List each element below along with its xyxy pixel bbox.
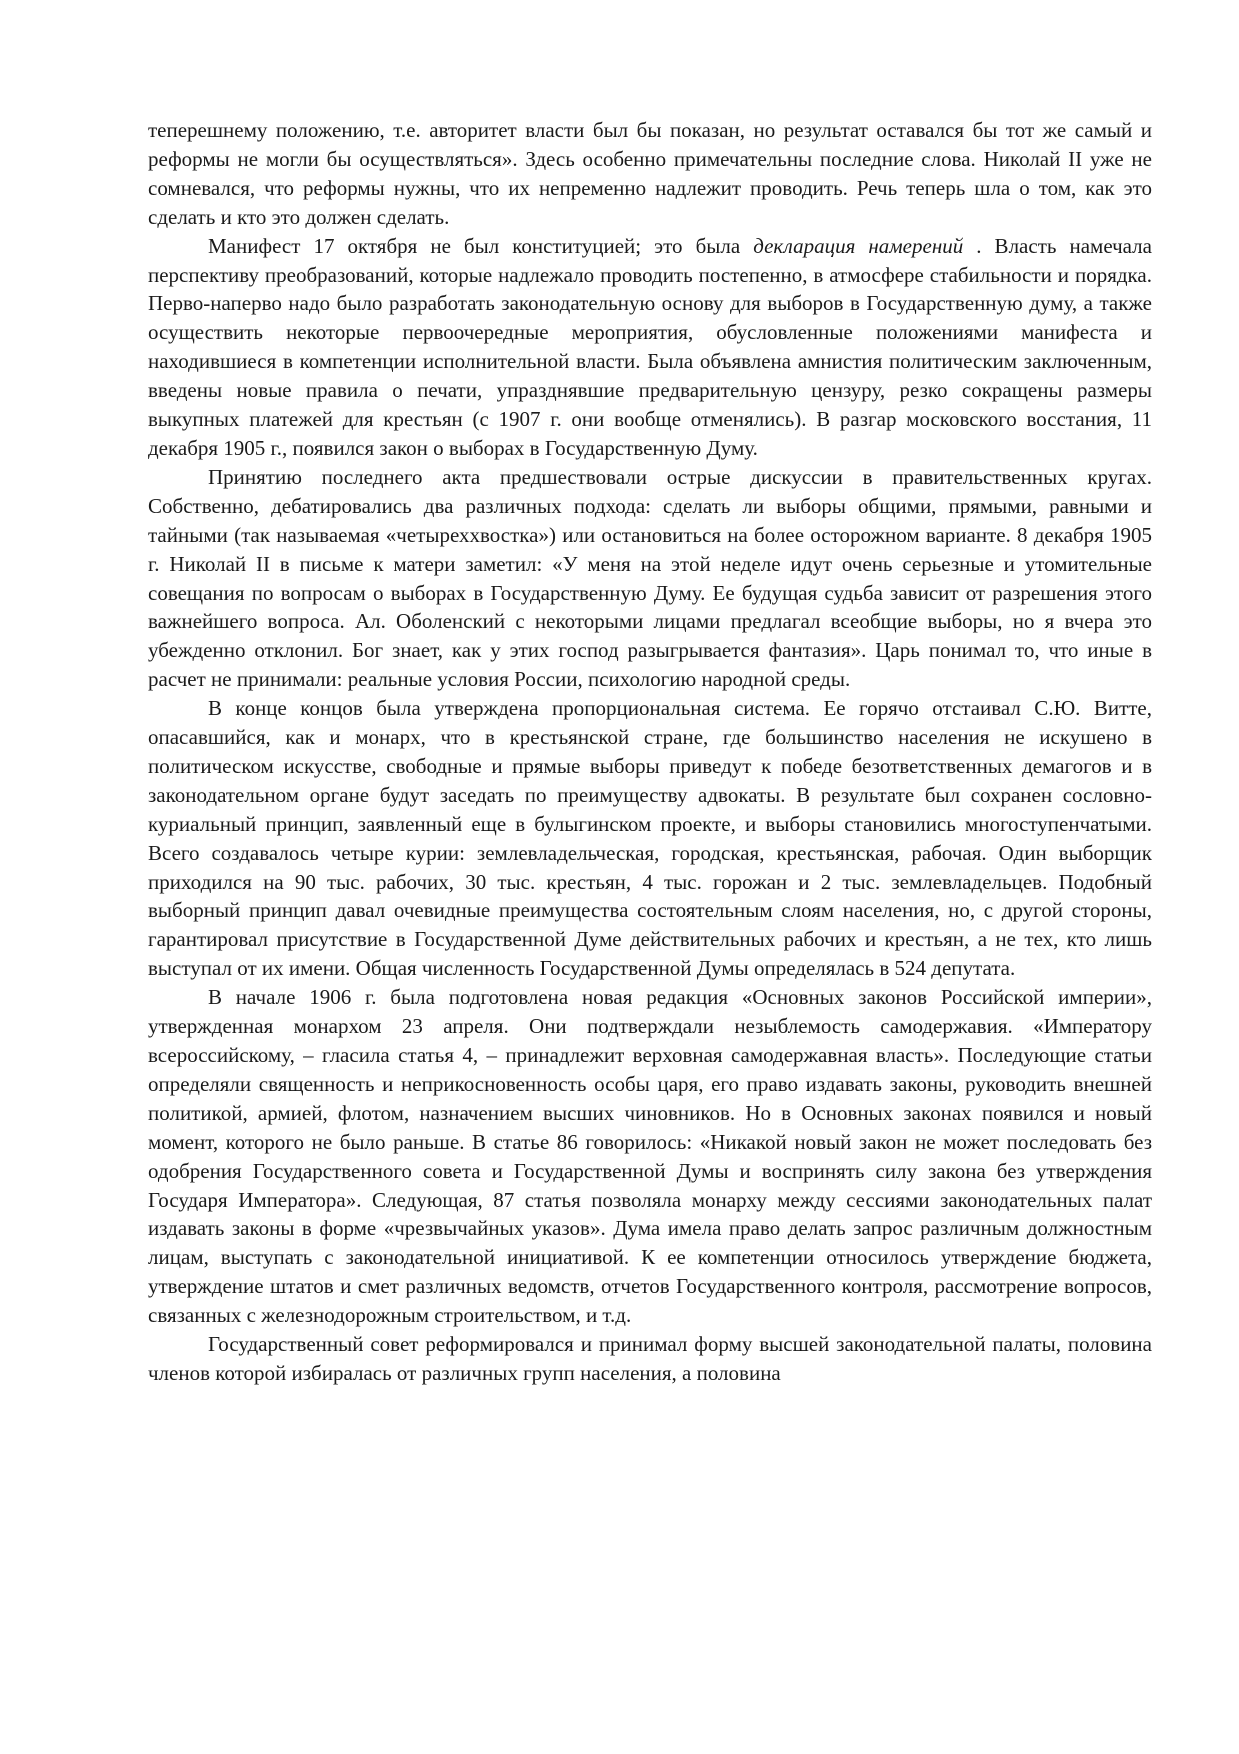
paragraph-text: В начале 1906 г. была подготовлена новая редакция «Основных законов Российской империи», утвержденная монархом 23 апреля. Они подтверждали незыблемость самодержавия. «Императору всероссийскому, – гласила статья 4, – принадлежит верховная самодержавная власть». Последующие статьи определяли священность и неприкосновенность особы царя, его право издавать законы, руководить внешней политикой, армией, флотом, назначением высших чиновников. Но в Основных законах появился и новый момент, которого не было раньше. В статье 86 говорилось: «Никакой новый закон не может последовать без одобрения Государственного совета и Государственной Думы и воспринять силу закона без утверждения Государя Императора». Следующая, 87 статья позволяла монарху между сессиями законодательных палат издавать законы в форме «чрезвычайных указов». Дума имела право делать запрос различным должностным лицам, выступать с законодательной инициативой. К ее компетенции относилось утверждение бюджета, утверждение штатов и смет различных ведомств, отчетов Государственного контроля, рассмотрение вопросов, связанных с железнодорожным строительством, и т.д. xyxy=(148,985,1152,1328)
paragraph-1 xyxy=(148,232,1152,463)
paragraph-text: теперешнему положению, т.е. авторитет власти был бы показан, но результат оставался бы тот же самый и реформы не могли бы осуществляться». Здесь особенно примечательны последние слова. Николай II уже не сомневался, что реформы нужны, что их непременно надлежит проводить. Речь теперь шла о том, как это сделать и кто это должен сделать. xyxy=(148,118,1152,229)
paragraph-text: Манифест 17 октября не был конституцией; это была xyxy=(208,233,754,258)
paragraph-0 xyxy=(148,116,1152,232)
paragraph-text: . Власть намечала перспективу преобразований, которые надлежало проводить постепенно, в атмосфере стабильности и порядка. Перво-наперво надо было разработать законодательную основу для выборов в Государственную думу, а также осуществить некоторые первоочередные мероприятия, обусловленные положениями манифеста и находившиеся в компетенции исполнительной власти. Была объявлена амнистия политическим заключенным, введены новые правила о печати, упразднявшие предварительную цензуру, резко сокращены размеры выкупных платежей для крестьян (с 1907 г. они вообще отменялись). В разгар московского восстания, 11 декабря 1905 г., появился закон о выборах в Государственную Думу. xyxy=(148,233,1152,460)
paragraph-5 xyxy=(148,1330,1152,1388)
paragraph-text: В конце концов была утверждена пропорциональная система. Ее горячо отстаивал С.Ю. Витте, опасавшийся, как и монарх, что в крестьянской стране, где большинство населения не искушено в политическом искусстве, свободные и прямые выборы приведут к победе безответственных демагогов и в законодательном органе будут заседать по преимуществу адвокаты. В результате был сохранен сословно-куриальный принцип, заявленный еще в булыгинском проекте, и выборы становились многоступенчатыми. Всего создавалось четыре курии: землевладельческая, городская, крестьянская, рабочая. Один выборщик приходился на 90 тыс. рабочих, 30 тыс. крестьян, 4 тыс. горожан и 2 тыс. землевладельцев. Подобный выборный принцип давал очевидные преимущества состоятельным слоям населения, но, с другой стороны, гарантировал присутствие в Государственной Думе действительных рабочих и крестьян, а не тех, кто лишь выступал от их имени. Общая численность Государственной Думы определялась в 524 депутата. xyxy=(148,696,1152,981)
paragraph-text: Принятию последнего акта предшествовали острые дискуссии в правительственных кругах. Собственно, дебатировались два различных подхода: сделать ли выборы общими, прямыми, равными и тайными (так называемая «четыреххвостка») или остановиться на более осторожном варианте. 8 декабря 1905 г. Николай II в письме к матери заметил: «У меня на этой неделе идут очень серьезные и утомительные совещания по вопросам о выборах в Государственную Думу. Ее будущая судьба зависит от разрешения этого важнейшего вопроса. Ал. Оболенский с некоторыми лицами предлагал всеобщие выборы, но я вчера это убежденно отклонил. Бог знает, как у этих господ разыгрывается фантазия». Царь понимал то, что иные в расчет не принимали: реальные условия России, психологию народной среды. xyxy=(148,464,1152,692)
paragraph-text: Государственный совет реформировался и принимал форму высшей законодательной палаты, половина членов которой избиралась от различных групп населения, а половина xyxy=(148,1332,1152,1385)
paragraph-3 xyxy=(148,694,1152,983)
paragraph-2 xyxy=(148,463,1152,694)
italic-phrase: декларация намерений xyxy=(753,233,964,258)
paragraph-4 xyxy=(148,983,1152,1330)
document-page xyxy=(148,116,1152,1388)
